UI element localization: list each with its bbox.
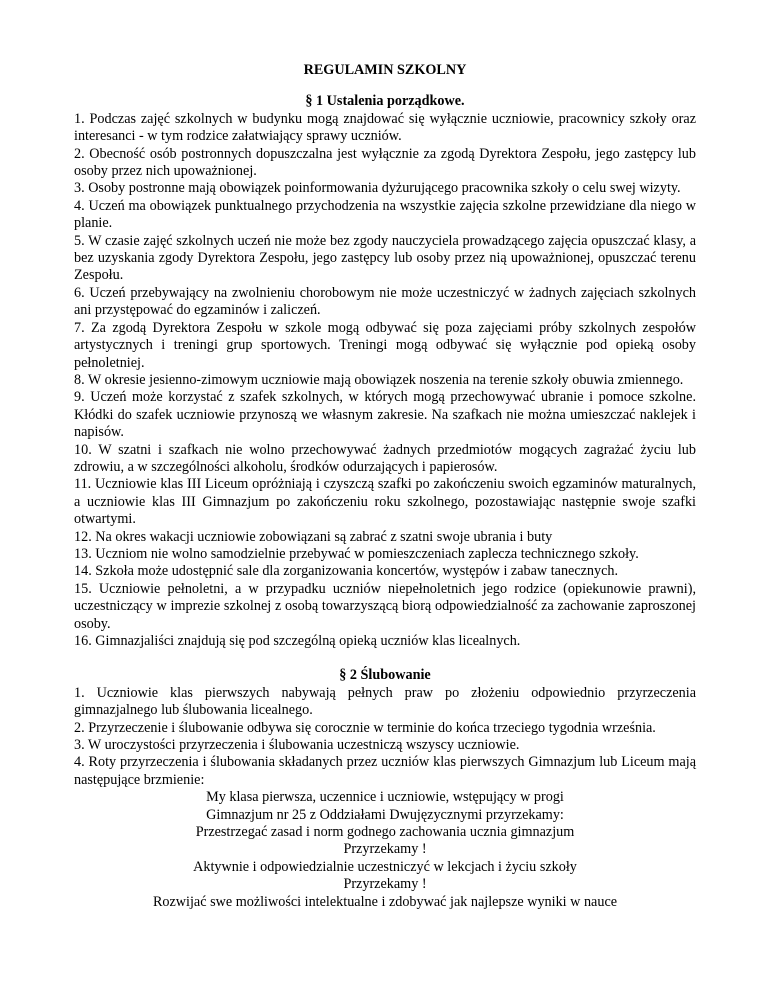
rule-item: 10. W szatni i szafkach nie wolno przechowywać żadnych przedmiotów mogących zagrażać życiu lub zdrowiu, a w szczególności alkoholu, środków odurzających i papierosów. (74, 441, 696, 475)
oath-line: Przyrzekamy ! (343, 841, 427, 858)
rule-item: 4. Roty przyrzeczenia i ślubowania składanych przez uczniów klas pierwszych Gimnazjum lub Liceum mają następujące brzmienie: (74, 754, 696, 788)
rule-item: 4. Uczeń ma obowiązek punktualnego przychodzenia na wszystkie zajęcia szkolne przewidziane dla niego w planie. (74, 197, 696, 232)
rule-item: 13. Uczniom nie wolno samodzielnie przebywać w pomieszczeniach zaplecza technicznego szkoły. (74, 545, 639, 562)
rule-item: 16. Gimnazjaliści znajdują się pod szczególną opieką uczniów klas licealnych. (74, 633, 521, 649)
rule-item: 3. W uroczystości przyrzeczenia i ślubowania uczestniczą wszyscy uczniowie. (74, 737, 520, 754)
rule-item: 11. Uczniowie klas III Liceum opróżniają i czyszczą szafki po zakończeniu swoich egzaminów maturalnych, a uczniowie klas III Gimnazjum po zakończeniu roku szkolnego, pozostawiając następnie swoje szafki otwartymi. (74, 476, 696, 528)
rule-item: 3. Osoby postronne mają obowiązek poinformowania dyżurującego pracownika szkoły o celu swej wizyty. (74, 180, 681, 197)
oath-line: Przestrzegać zasad i norm godnego zachowania ucznia gimnazjum (195, 824, 575, 841)
section-2-list (74, 685, 696, 789)
rule-item: 9. Uczeń może korzystać z szafek szkolnych, w których mogą przechowywać ubranie i pomoce szkolne. Kłódki do szafek uczniowie przynoszą we własnym zakresie. Na szafkach nie można umieszczać naklejek i napisów. (74, 389, 696, 441)
oath-line: My klasa pierwsza, uczennice i uczniowie, wstępujący w progi (206, 789, 564, 806)
section-2-heading: § 2 Ślubowanie (339, 667, 431, 684)
rule-item: 5. W czasie zajęć szkolnych uczeń nie może bez zgody nauczyciela prowadzącego zajęcia opuszczać klasy, a bez uzyskania zgody Dyrektora Zespołu, jego zastępcy lub osoby przez nią upoważnionej, opuszczać terenu Zespołu. (74, 232, 696, 284)
rule-item: 6. Uczeń przebywający na zwolnieniu chorobowym nie może uczestniczyć w żadnych zajęciach szkolnych ani przystępować do egzaminów i zaliczeń. (74, 284, 696, 319)
section-1-heading: § 1 Ustalenia porządkowe. (305, 93, 465, 110)
oath-line: Gimnazjum nr 25 z Oddziałami Dwujęzycznymi przyrzekamy: (206, 806, 564, 823)
document-title: REGULAMIN SZKOLNY (303, 62, 467, 78)
rule-item: 15. Uczniowie pełnoletni, a w przypadku uczniów niepełnoletnich jego rodzice (opiekunowie prawni), uczestniczący w imprezie szkolnej z osobą towarzyszącą biorą odpowiedzialność za zachowanie zaproszonej osoby. (74, 580, 696, 632)
rule-item: 12. Na okres wakacji uczniowie zobowiązani są zabrać z szatni swoje ubrania i buty (74, 528, 553, 545)
rule-item: 7. Za zgodą Dyrektora Zespołu w szkole mogą odbywać się poza zajęciami próby szkolnych zespołów artystycznych i treningi grup sportowych. Treningi mogą odbywać się wyłącznie pod opieką osoby pełnoletniej. (74, 319, 696, 371)
rule-item: 1. Uczniowie klas pierwszych nabywają pełnych praw po złożeniu odpowiednio przyrzeczenia gimnazjalnego lub ślubowania licealnego. (74, 684, 696, 719)
oath-line: Przyrzekamy ! (343, 876, 427, 893)
oath-line: Rozwijać swe możliwości intelektualne i zdobywać jak najlepsze wyniki w nauce (152, 893, 618, 910)
oath-line: Aktywnie i odpowiedzialnie uczestniczyć w lekcjach i życiu szkoły (193, 858, 577, 875)
rule-item: 8. W okresie jesienno-zimowym uczniowie mają obowiązek noszenia na terenie szkoły obuwia zmiennego. (74, 371, 684, 388)
oath-text (74, 789, 696, 911)
section-1-list (74, 111, 696, 651)
rule-item: 2. Obecność osób postronnych dopuszczalna jest wyłącznie za zgodą Dyrektora Zespołu, jego zastępcy lub osoby przez nich upoważnionej. (74, 145, 696, 180)
rule-item: 1. Podczas zajęć szkolnych w budynku mogą znajdować się wyłącznie uczniowie, pracownicy szkoły oraz interesanci - w tym rodzice załatwiający sprawy uczniów. (74, 110, 696, 145)
rule-item: 2. Przyrzeczenie i ślubowanie odbywa się corocznie w terminie do końca trzeciego tygodnia września. (74, 719, 656, 736)
rule-item: 14. Szkoła może udostępnić sale dla zorganizowania koncertów, występów i zabaw tanecznych. (74, 563, 619, 580)
document-page (74, 62, 696, 911)
